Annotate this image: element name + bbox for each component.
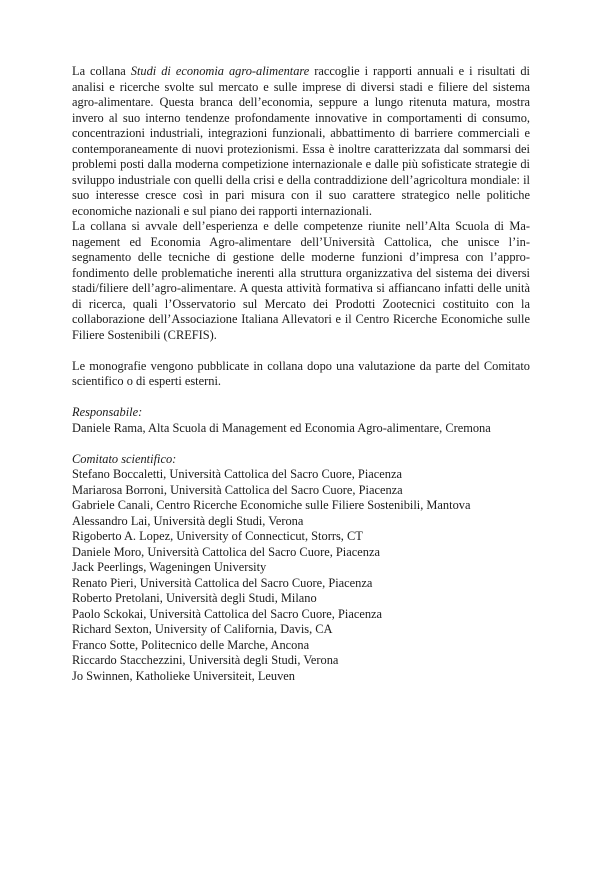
comitato-member: Jack Peerlings, Wageningen University bbox=[72, 560, 267, 574]
intro-text: raccoglie i rapporti annuali e i risultati di analisi e ricerche svolte sul mercato e sulle imprese di diversi stadi e filiere del sistema agro-alimentare. Questa branca dell’economia, seppure a lungo ritenuta matura, mostra invero al suo interno tendenze profondamente innovative in comportamenti di consumo, concentrazioni industriali, integrazioni funzionali, abbattimento di barriere commerciali e contemporaneamente di nuovi protezionismi. Essa è inoltre caratterizzata dal sommarsi dei problemi posti dalla moderna competizione internazionale e dalle più sofisticate strategie di sviluppo industriale con quelli della crisi e della contraddizione dell’agricoltura mondiale: il suo interesse cresce così in pari misura con il suo carattere strategico nelle politiche economiche nazionali e sul piano dei rapporti internazionali. bbox=[72, 64, 530, 218]
comitato-member: Paolo Sckokai, Università Cattolica del Sacro Cuore, Piacenza bbox=[72, 606, 383, 621]
comitato-member: Mariarosa Borroni, Università Cattolica del Sacro Cuore, Piacenza bbox=[72, 482, 403, 497]
comitato-member: Richard Sexton, University of California, Davis, CA bbox=[72, 622, 333, 636]
document-page bbox=[72, 64, 530, 684]
comitato-heading: Comitato scientifico: bbox=[72, 451, 177, 466]
comitato-member: Rigoberto A. Lopez, University of Connecticut, Storrs, CT bbox=[72, 529, 363, 543]
paragraph-gap bbox=[72, 343, 530, 359]
comitato-member: Stefano Boccaletti, Università Cattolica del Sacro Cuore, Piacenza bbox=[72, 467, 402, 481]
paragraph-gap bbox=[72, 436, 530, 452]
responsabile-heading: Responsabile: bbox=[72, 405, 143, 419]
school-paragraph: La collana si avvale dell’esperienza e delle competenze riunite nell’Alta Scuola di Management ed Economia Agro-alimentare dell’Università Cattolica, che unisce l’insegnamento delle tecniche di gestione delle moderne funzioni d’impresa con l’approfondimento delle problematiche inerenti alla struttura organizzativa del sistema dei diversi stadi/filiere dell’agro-alimentare. A questa attività formativa si affiancano infatti delle unità di ricerca, quali l’Osservatorio sul Mercato dei Prodotti Zootecnici costituito con la collaborazione dell’Associazione Italiana Allevatori e il Centro Ricerche Economiche sulle Filiere Sostenibili (CREFIS). bbox=[72, 219, 530, 342]
review-paragraph: Le monografie vengono pubblicate in collana dopo una valutazione da parte del Comitato scientifico o di esperti esterni. bbox=[72, 358, 530, 388]
comitato-member: Roberto Pretolani, Università degli Studi, Milano bbox=[72, 591, 317, 605]
responsabile-name: Daniele Rama, Alta Scuola di Management ed Economia Agro-alimentare, Cremona bbox=[72, 420, 491, 435]
comitato-member: Alessandro Lai, Università degli Studi, Verona bbox=[72, 513, 304, 528]
comitato-member: Franco Sotte, Politecnico delle Marche, Ancona bbox=[72, 637, 310, 652]
intro-prefix: La collana bbox=[72, 64, 131, 78]
series-title: Studi di economia agro-alimentare bbox=[130, 64, 310, 78]
comitato-member: Gabriele Canali, Centro Ricerche Economiche sulle Filiere Sostenibili, Mantova bbox=[72, 498, 471, 512]
intro-paragraph bbox=[72, 64, 530, 219]
comitato-member: Daniele Moro, Università Cattolica del Sacro Cuore, Piacenza bbox=[72, 544, 380, 559]
comitato-member: Renato Pieri, Università Cattolica del Sacro Cuore, Piacenza bbox=[72, 575, 373, 590]
comitato-member: Jo Swinnen, Katholieke Universiteit, Leuven bbox=[72, 668, 295, 683]
paragraph-gap bbox=[72, 390, 530, 406]
comitato-member: Riccardo Stacchezzini, Università degli Studi, Verona bbox=[72, 653, 339, 667]
comitato-member-list bbox=[72, 467, 530, 684]
